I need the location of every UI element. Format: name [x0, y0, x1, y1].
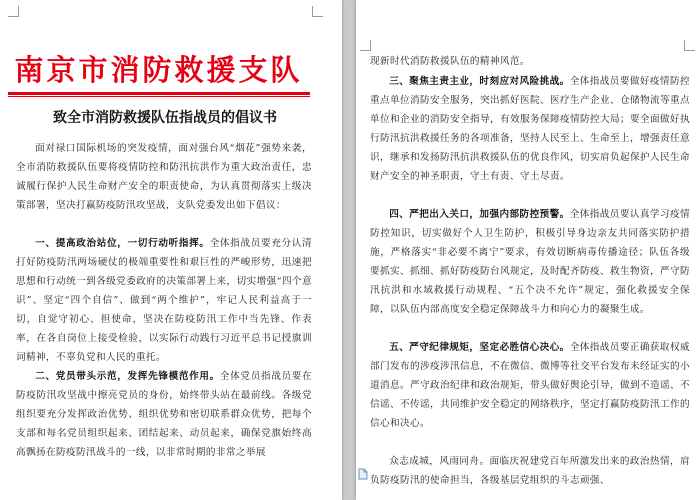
section-2-heading: 二、党员带头示范，发挥先锋模范作用。	[35, 371, 220, 382]
continuation-line: 现新时代消防救援队伍的精神风范。	[370, 56, 530, 67]
org-red-header: 南京市消防救援支队	[14, 53, 303, 87]
section-4-heading: 四、严把出入关口，加强内部防控预警。	[389, 209, 570, 220]
document-page-right	[356, 0, 700, 500]
crop-mark-top-left	[8, 6, 19, 17]
crop-mark-top-right	[312, 6, 323, 17]
red-divider-thin	[8, 96, 310, 97]
crop-mark-top-left-right-page	[360, 40, 371, 51]
doc-note-icon-svg	[358, 468, 368, 480]
section-1-body: 全体指战员要充分认清打好防疫防汛两场硬仗的极端重要性和艰巨性的严峻形势，迅速把思想和行动统一到各级党委政府的决策部署上来，切实增强“四个意识”、坚定“四个自信”、做到“两个维护”，牢记人民利益高于一切，自觉守初心、担使命，坚决在防疫防汛工作中当先锋、作表率，在各自岗位上接受检验，以实际行动践行习近平总书记授旗训词精神，不辜负党和人民的重托。	[16, 238, 312, 363]
document-page-left	[0, 0, 342, 500]
section-2-paragraph	[16, 367, 312, 462]
intro-paragraph: 面对禄口国际机场的突发疫情，面对强台风“烟花”强势来袭，全市消防救援队伍要将疫情防控和防汛抗洪作为重大政治责任，忠诚履行保护人民生命财产安全的职责使命，为认真贯彻落实上级决策部署，坚决打赢防疫防汛攻坚战，支队党委发出如下倡议：	[16, 143, 312, 211]
section-1-heading: 一、提高政治站位，一切行动听指挥。	[35, 238, 210, 249]
closing-body: 众志成城，风雨同舟。面临庆祝建党百年所激发出来的政治热情，肩负防疫防汛的使命担当，各级基层党组织的斗志顽强、	[370, 456, 690, 486]
section-2-body: 全体党员指战员要在防疫防汛攻坚战中擦亮党员的身份，始终带头站在最前线。各级党组织要充分发挥政治优势、组织优势和密切联系群众优势，把每个支部和每名党员组织起来、团结起来、动员起来，确保党旗始终高高飘扬在防疫防汛战斗的一线，以非常时期的非常之举展	[16, 371, 312, 458]
section-5-body: 全体指战员要正确获取权威部门发布的涉疫涉汛信息，不在微信、微博等社交平台发布未经证实的小道消息。严守政治纪律和政治规矩，带头做好舆论引导，做到不造谣、不信谣、不传谣，共同维护安全稳定的网络秩序，坚定打赢防疫防汛工作的信心和决心。	[370, 342, 690, 429]
section-1-paragraph	[16, 234, 312, 367]
section-4-paragraph	[370, 205, 690, 319]
section-3-heading: 三、聚焦主责主业，时刻应对风险挑战。	[389, 76, 570, 87]
red-divider-thick	[8, 92, 310, 95]
section-3-body: 全体指战员要做好疫情防控重点单位消防安全服务，突出抓好医院、医疗生产企业、仓储物流等重点单位和企业的消防安全指导，有效服务保障疫情防控大局；要全面做好执行防汛抗洪救援任务的各项准备，坚持人民至上、生命至上，增强责任意识，继承和发扬防汛抗洪救援队伍的优良作风，切实肩负起保护人民生命财产安全的神圣职责，守土有责、守土尽责。	[370, 76, 690, 182]
crop-mark-top-right-right-page	[684, 40, 695, 51]
section-5-heading: 五、严守纪律规矩，坚定必胜信心决心。	[389, 342, 570, 353]
section-4-body: 全体指战员要认真学习疫情防控知识，切实做好个人卫生防护，积极引导身边亲友共同落实防护措施，严格落实“非必要不离宁”要求，有效切断病毒传播途径；队伍各级要抓实、抓细、抓好防疫防台风规定，及时配齐防疫、救生物资，严守防汛抗洪和水域救援行动规程、“五个决不允许”规定，强化救援安全保障，以队伍内部高度安全稳定保障战斗力和向心力的凝聚生成。	[370, 209, 690, 315]
doc-note-icon[interactable]	[358, 468, 368, 480]
document-title: 致全市消防救援队伍指战员的倡议书	[53, 110, 277, 126]
section-3-paragraph	[370, 72, 690, 186]
page-gap	[342, 0, 356, 500]
closing-paragraph	[370, 452, 690, 490]
section-5-paragraph	[370, 338, 690, 433]
